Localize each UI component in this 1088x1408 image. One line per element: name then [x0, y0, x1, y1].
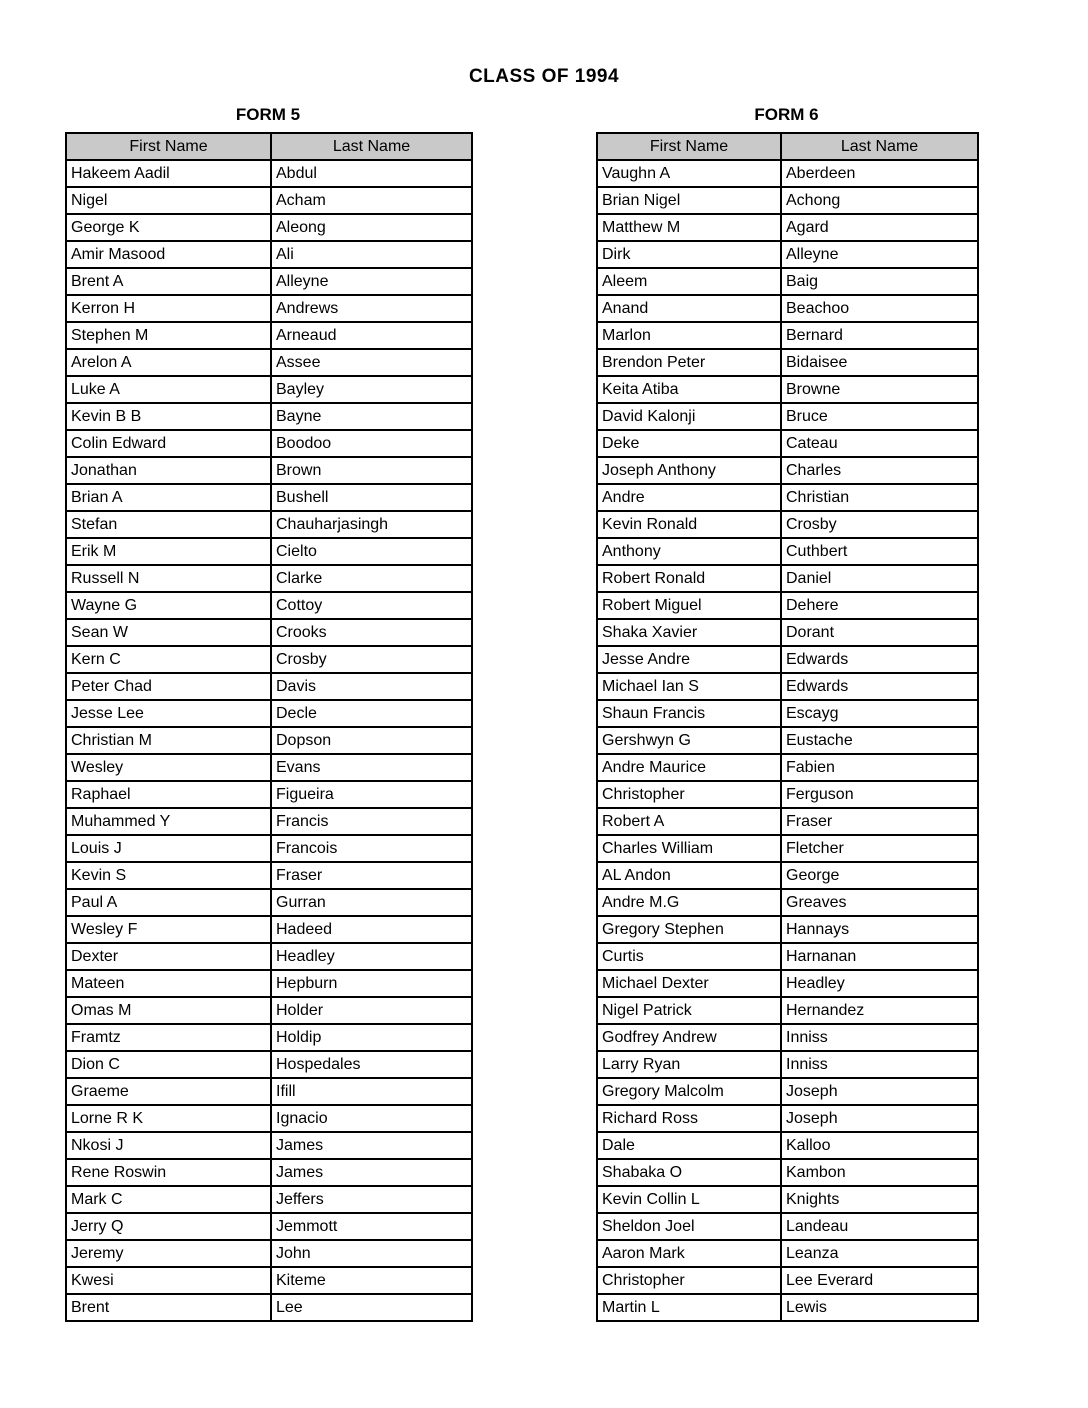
first-name-cell: Robert A [597, 808, 781, 835]
last-name-cell: George [781, 862, 978, 889]
table-row [66, 160, 472, 187]
first-name-cell: Stefan [66, 511, 271, 538]
last-name-cell: Acham [271, 187, 472, 214]
form6-label: FORM 6 [754, 105, 819, 124]
table-row [66, 997, 472, 1024]
table-row [597, 646, 978, 673]
table-row [597, 727, 978, 754]
first-name-cell: Christian M [66, 727, 271, 754]
table-row [597, 160, 978, 187]
first-name-cell: Dirk [597, 241, 781, 268]
form6-table [596, 132, 979, 1322]
table-row [66, 241, 472, 268]
first-name-cell: Russell N [66, 565, 271, 592]
first-name-cell: Dion C [66, 1051, 271, 1078]
last-name-cell: Aleong [271, 214, 472, 241]
first-name-cell: Curtis [597, 943, 781, 970]
table-row [597, 295, 978, 322]
last-name-cell: Leanza [781, 1240, 978, 1267]
last-name-cell: Crosby [781, 511, 978, 538]
table-row [66, 835, 472, 862]
last-name-cell: Ignacio [271, 1105, 472, 1132]
first-name-cell: Christopher [597, 1267, 781, 1294]
last-name-cell: Agard [781, 214, 978, 241]
table-row [66, 187, 472, 214]
last-name-cell: Fraser [271, 862, 472, 889]
last-name-cell: Alleyne [781, 241, 978, 268]
first-name-cell: Joseph Anthony [597, 457, 781, 484]
last-name-cell: James [271, 1132, 472, 1159]
table-row [66, 538, 472, 565]
first-name-cell: Martin L [597, 1294, 781, 1321]
table-row [597, 808, 978, 835]
first-name-cell: Aaron Mark [597, 1240, 781, 1267]
last-name-cell: Cottoy [271, 592, 472, 619]
first-name-cell: Brendon Peter [597, 349, 781, 376]
first-name-cell: Robert Ronald [597, 565, 781, 592]
table-row [597, 835, 978, 862]
last-name-cell: Edwards [781, 646, 978, 673]
table-row [66, 1213, 472, 1240]
first-name-cell: Framtz [66, 1024, 271, 1051]
first-name-cell: Peter Chad [66, 673, 271, 700]
first-name-cell: Michael Ian S [597, 673, 781, 700]
last-name-cell: Lewis [781, 1294, 978, 1321]
first-name-cell: Jeremy [66, 1240, 271, 1267]
table-row [597, 1213, 978, 1240]
table-row [597, 1294, 978, 1321]
table-row [597, 538, 978, 565]
last-name-cell: Joseph [781, 1078, 978, 1105]
last-name-cell: Headley [781, 970, 978, 997]
first-name-cell: Michael Dexter [597, 970, 781, 997]
table-row [66, 1078, 472, 1105]
last-name-cell: Knights [781, 1186, 978, 1213]
first-name-cell: Anand [597, 295, 781, 322]
last-name-cell: Kalloo [781, 1132, 978, 1159]
last-name-cell: Figueira [271, 781, 472, 808]
last-name-cell: Jeffers [271, 1186, 472, 1213]
table-row [597, 430, 978, 457]
table-row [597, 484, 978, 511]
table-row [66, 511, 472, 538]
first-name-cell: Brian Nigel [597, 187, 781, 214]
table-row [66, 673, 472, 700]
first-name-cell: Gershwyn G [597, 727, 781, 754]
first-name-cell: Larry Ryan [597, 1051, 781, 1078]
last-name-cell: Bayley [271, 376, 472, 403]
first-name-cell: Richard Ross [597, 1105, 781, 1132]
last-name-cell: Crooks [271, 619, 472, 646]
table-row [66, 781, 472, 808]
table-row [597, 511, 978, 538]
last-name-cell: Achong [781, 187, 978, 214]
first-name-cell: Kerron H [66, 295, 271, 322]
first-name-cell: Robert Miguel [597, 592, 781, 619]
last-name-cell: Greaves [781, 889, 978, 916]
first-name-cell: Jesse Andre [597, 646, 781, 673]
form5-first-name-header: First Name [66, 133, 271, 160]
first-name-cell: Wayne G [66, 592, 271, 619]
table-row [597, 322, 978, 349]
table-row [66, 376, 472, 403]
table-row [597, 1132, 978, 1159]
first-name-cell: Muhammed Y [66, 808, 271, 835]
first-name-cell: Kwesi [66, 1267, 271, 1294]
table-row [66, 1186, 472, 1213]
first-name-cell: Andre [597, 484, 781, 511]
last-name-cell: Dorant [781, 619, 978, 646]
last-name-cell: Hadeed [271, 916, 472, 943]
table-row [66, 268, 472, 295]
first-name-cell: Nkosi J [66, 1132, 271, 1159]
last-name-cell: Baig [781, 268, 978, 295]
last-name-cell: Hannays [781, 916, 978, 943]
last-name-cell: Joseph [781, 1105, 978, 1132]
table-row [597, 457, 978, 484]
table-row [66, 808, 472, 835]
last-name-cell: Jemmott [271, 1213, 472, 1240]
first-name-cell: Nigel Patrick [597, 997, 781, 1024]
table-row [66, 943, 472, 970]
table-row [597, 700, 978, 727]
last-name-cell: Daniel [781, 565, 978, 592]
table-row [66, 862, 472, 889]
last-name-cell: Harnanan [781, 943, 978, 970]
table-row [597, 1186, 978, 1213]
table-row [597, 889, 978, 916]
first-name-cell: Sean W [66, 619, 271, 646]
last-name-cell: Cielto [271, 538, 472, 565]
last-name-cell: Ferguson [781, 781, 978, 808]
last-name-cell: Hospedales [271, 1051, 472, 1078]
table-row [66, 565, 472, 592]
first-name-cell: Amir Masood [66, 241, 271, 268]
table-row [66, 727, 472, 754]
first-name-cell: Mateen [66, 970, 271, 997]
table-row [66, 970, 472, 997]
first-name-cell: Hakeem Aadil [66, 160, 271, 187]
first-name-cell: Shaun Francis [597, 700, 781, 727]
table-row [66, 1024, 472, 1051]
table-row [597, 862, 978, 889]
last-name-cell: Kambon [781, 1159, 978, 1186]
last-name-cell: Bernard [781, 322, 978, 349]
last-name-cell: Christian [781, 484, 978, 511]
last-name-cell: Aberdeen [781, 160, 978, 187]
last-name-cell: Boodoo [271, 430, 472, 457]
last-name-cell: Dehere [781, 592, 978, 619]
last-name-cell: Arneaud [271, 322, 472, 349]
last-name-cell: Fraser [781, 808, 978, 835]
first-name-cell: Christopher [597, 781, 781, 808]
first-name-cell: Marlon [597, 322, 781, 349]
table-row [597, 376, 978, 403]
first-name-cell: Arelon A [66, 349, 271, 376]
first-name-cell: Wesley [66, 754, 271, 781]
table-row [66, 457, 472, 484]
form5-last-name-header: Last Name [271, 133, 472, 160]
last-name-cell: Evans [271, 754, 472, 781]
table-row [66, 592, 472, 619]
table-row [597, 241, 978, 268]
first-name-cell: Kevin Ronald [597, 511, 781, 538]
table-row [597, 781, 978, 808]
last-name-cell: Bruce [781, 403, 978, 430]
table-row [66, 1267, 472, 1294]
first-name-cell: Erik M [66, 538, 271, 565]
first-name-cell: Anthony [597, 538, 781, 565]
last-name-cell: Escayg [781, 700, 978, 727]
last-name-cell: Hepburn [271, 970, 472, 997]
first-name-cell: Rene Roswin [66, 1159, 271, 1186]
form6-section [596, 105, 977, 1322]
last-name-cell: Francois [271, 835, 472, 862]
first-name-cell: Paul A [66, 889, 271, 916]
table-row [597, 403, 978, 430]
last-name-cell: James [271, 1159, 472, 1186]
first-name-cell: Brian A [66, 484, 271, 511]
last-name-cell: Gurran [271, 889, 472, 916]
first-name-cell: Aleem [597, 268, 781, 295]
page-title: CLASS OF 1994 [468, 66, 620, 87]
last-name-cell: Dopson [271, 727, 472, 754]
last-name-cell: Chauharjasingh [271, 511, 472, 538]
last-name-cell: Fabien [781, 754, 978, 781]
first-name-cell: Andre Maurice [597, 754, 781, 781]
table-row [66, 1132, 472, 1159]
last-name-cell: Assee [271, 349, 472, 376]
table-row [66, 916, 472, 943]
first-name-cell: Matthew M [597, 214, 781, 241]
table-row [66, 349, 472, 376]
table-row [597, 268, 978, 295]
last-name-cell: Lee [271, 1294, 472, 1321]
table-row [66, 646, 472, 673]
first-name-cell: Vaughn A [597, 160, 781, 187]
last-name-cell: John [271, 1240, 472, 1267]
first-name-cell: Jerry Q [66, 1213, 271, 1240]
table-row [597, 619, 978, 646]
first-name-cell: Shaka Xavier [597, 619, 781, 646]
first-name-cell: AL Andon [597, 862, 781, 889]
last-name-cell: Ifill [271, 1078, 472, 1105]
first-name-cell: Mark C [66, 1186, 271, 1213]
table-row [597, 565, 978, 592]
last-name-cell: Cateau [781, 430, 978, 457]
first-name-cell: Luke A [66, 376, 271, 403]
table-row [597, 943, 978, 970]
table-row [597, 1051, 978, 1078]
first-name-cell: Charles William [597, 835, 781, 862]
last-name-cell: Abdul [271, 160, 472, 187]
last-name-cell: Inniss [781, 1051, 978, 1078]
first-name-cell: Shabaka O [597, 1159, 781, 1186]
first-name-cell: Kern C [66, 646, 271, 673]
last-name-cell: Holder [271, 997, 472, 1024]
first-name-cell: Kevin B B [66, 403, 271, 430]
first-name-cell: Dale [597, 1132, 781, 1159]
table-row [66, 889, 472, 916]
table-row [66, 1159, 472, 1186]
last-name-cell: Francis [271, 808, 472, 835]
last-name-cell: Lee Everard [781, 1267, 978, 1294]
table-row [597, 1240, 978, 1267]
table-row [597, 673, 978, 700]
table-row [66, 430, 472, 457]
last-name-cell: Brown [271, 457, 472, 484]
form5-section [65, 105, 471, 1322]
last-name-cell: Inniss [781, 1024, 978, 1051]
first-name-cell: Dexter [66, 943, 271, 970]
table-row [597, 1024, 978, 1051]
last-name-cell: Crosby [271, 646, 472, 673]
form6-last-name-header: Last Name [781, 133, 978, 160]
first-name-cell: Wesley F [66, 916, 271, 943]
last-name-cell: Clarke [271, 565, 472, 592]
last-name-cell: Landeau [781, 1213, 978, 1240]
last-name-cell: Bayne [271, 403, 472, 430]
first-name-cell: Lorne R K [66, 1105, 271, 1132]
first-name-cell: Jonathan [66, 457, 271, 484]
last-name-cell: Edwards [781, 673, 978, 700]
last-name-cell: Bidaisee [781, 349, 978, 376]
first-name-cell: Gregory Malcolm [597, 1078, 781, 1105]
last-name-cell: Beachoo [781, 295, 978, 322]
last-name-cell: Davis [271, 673, 472, 700]
table-row [597, 349, 978, 376]
last-name-cell: Decle [271, 700, 472, 727]
first-name-cell: Andre M.G [597, 889, 781, 916]
last-name-cell: Eustache [781, 727, 978, 754]
last-name-cell: Bushell [271, 484, 472, 511]
first-name-cell: Louis J [66, 835, 271, 862]
first-name-cell: Jesse Lee [66, 700, 271, 727]
last-name-cell: Headley [271, 943, 472, 970]
first-name-cell: George K [66, 214, 271, 241]
last-name-cell: Charles [781, 457, 978, 484]
first-name-cell: Raphael [66, 781, 271, 808]
last-name-cell: Hernandez [781, 997, 978, 1024]
table-row [66, 1294, 472, 1321]
first-name-cell: Kevin S [66, 862, 271, 889]
first-name-cell: Omas M [66, 997, 271, 1024]
last-name-cell: Cuthbert [781, 538, 978, 565]
form5-header-row [66, 133, 472, 160]
first-name-cell: Keita Atiba [597, 376, 781, 403]
first-name-cell: Nigel [66, 187, 271, 214]
last-name-cell: Browne [781, 376, 978, 403]
first-name-cell: Brent A [66, 268, 271, 295]
table-row [66, 322, 472, 349]
table-row [597, 1267, 978, 1294]
first-name-cell: Kevin Collin L [597, 1186, 781, 1213]
first-name-cell: Graeme [66, 1078, 271, 1105]
table-row [66, 484, 472, 511]
first-name-cell: Godfrey Andrew [597, 1024, 781, 1051]
table-row [597, 970, 978, 997]
last-name-cell: Alleyne [271, 268, 472, 295]
table-row [66, 403, 472, 430]
table-row [597, 754, 978, 781]
last-name-cell: Andrews [271, 295, 472, 322]
table-row [66, 214, 472, 241]
table-row [597, 1105, 978, 1132]
table-row [66, 295, 472, 322]
last-name-cell: Fletcher [781, 835, 978, 862]
table-row [597, 214, 978, 241]
table-row [597, 916, 978, 943]
table-row [66, 619, 472, 646]
table-row [66, 1051, 472, 1078]
table-row [597, 592, 978, 619]
form6-first-name-header: First Name [597, 133, 781, 160]
first-name-cell: Brent [66, 1294, 271, 1321]
last-name-cell: Holdip [271, 1024, 472, 1051]
form5-label: FORM 5 [235, 105, 301, 124]
form6-header-row [597, 133, 978, 160]
first-name-cell: Stephen M [66, 322, 271, 349]
table-row [66, 754, 472, 781]
table-row [66, 700, 472, 727]
table-row [66, 1240, 472, 1267]
table-row [597, 1159, 978, 1186]
last-name-cell: Kiteme [271, 1267, 472, 1294]
last-name-cell: Ali [271, 241, 472, 268]
first-name-cell: Deke [597, 430, 781, 457]
table-row [597, 997, 978, 1024]
first-name-cell: Colin Edward [66, 430, 271, 457]
form5-table [65, 132, 473, 1322]
table-row [597, 1078, 978, 1105]
first-name-cell: David Kalonji [597, 403, 781, 430]
first-name-cell: Sheldon Joel [597, 1213, 781, 1240]
table-row [597, 187, 978, 214]
table-row [66, 1105, 472, 1132]
first-name-cell: Gregory Stephen [597, 916, 781, 943]
